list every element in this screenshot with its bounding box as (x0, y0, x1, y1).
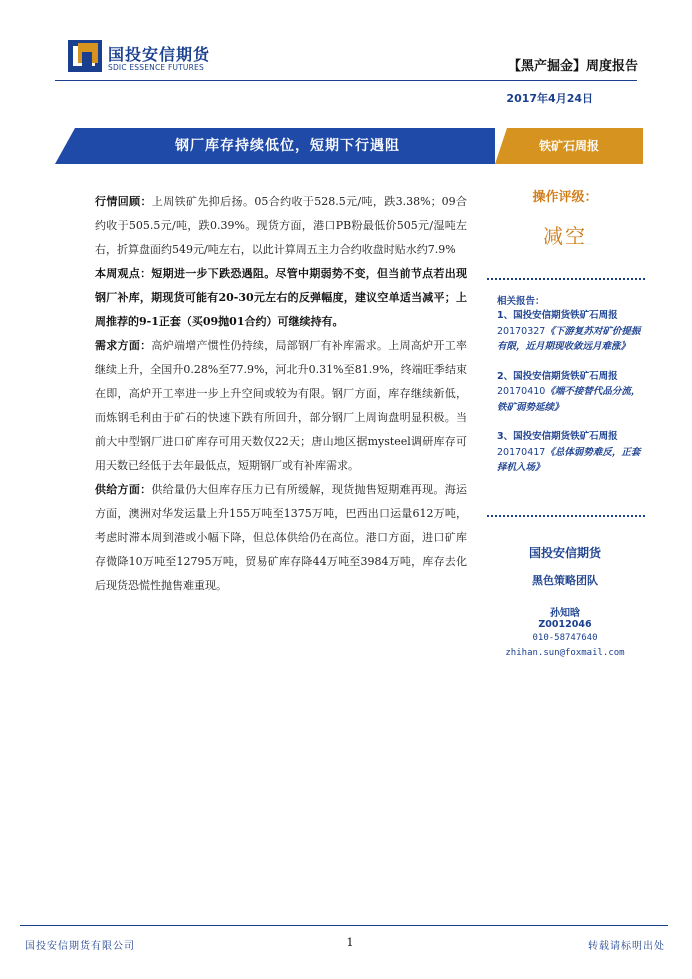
rating-value: 减空 (543, 224, 587, 248)
analyst-name: 孙知晗 (550, 608, 580, 619)
report-date: 2017年4月24日 (506, 92, 593, 105)
analyst-phone: 010-58747640 (532, 633, 598, 643)
analyst-id: Z0012046 (538, 619, 592, 630)
logo-text-cn: 国投安信期货 (108, 45, 211, 64)
related-report-item[interactable]: 3、国投安信期货铁矿石周报 20170417《总体弱势难反，正套择机入场》 (497, 431, 641, 473)
report-type: 【黑产掘金】周度报告 (507, 59, 638, 74)
company-logo-icon (68, 40, 102, 72)
related-reports-list (497, 308, 647, 490)
team-name: 黑色策略团队 (532, 574, 598, 587)
report-title: 钢厂库存持续低位，短期下行遇阻 (175, 138, 400, 154)
demand-section: 需求方面：高炉端增产惯性仍持续，局部钢厂有补库需求。上周高炉开工率继续上升，全国升0.28%至77.9%，河北升0.31%至81.9%，终端旺季结束在即，高炉开工率进一步上升空间或较为有限。钢厂方面，库存继续新低，而炼钢毛利由于矿石的快速下跌有所回升，部分钢厂上周询盘明显积极。当前大中型钢厂进口矿库存可用天数仅22天；唐山地区据mysteel调研库存可用天数已经低于去年最低点，短期钢厂或有补库需求。 (95, 339, 467, 472)
supply-section: 供给方面：供给量仍大但库存压力已有所缓解，现货抛售短期难再现。海运方面，澳洲对华发运量上升155万吨至1375万吨，巴西出口运量612万吨，考虑时滞本周到港或小幅下降，但总体供给仍在高位。港口方面，进口矿库存微降10万吨至12795万吨，贸易矿库存降44万吨至3984万吨，库存去化后现货恐慌性抛售难重现。 (95, 483, 467, 592)
related-report-item[interactable]: 1、国投安信期货铁矿石周报 20170327《下游复苏对矿价提振有限，近月期现收敛远月难涨》 (497, 310, 641, 352)
related-report-item[interactable]: 2、国投安信期货铁矿石周报 20170410《端不接替代品分流，铁矿弱势延续》 (497, 370, 641, 413)
market-review: 行情回顾：上周铁矿先抑后扬。05合约收于528.5元/吨，跌3.38%；09合约收于505.5元/吨，跌0.39%。现货方面，港口PB粉最低价505元/湿吨左右，折算盘面约549元/吨左右，以此计算周五主力合约收盘时贴水约7.9% (95, 195, 468, 256)
footer-note: 转载请标明出处 (588, 941, 665, 952)
rating-label: 操作评级： (532, 190, 598, 205)
footer-divider (20, 925, 668, 926)
logo-text-en: SDIC ESSENCE FUTURES (108, 63, 204, 72)
weekly-view: 本周观点：短期进一步下跌恐遇阻。尽管中期弱势不变，但当前节点若出现钢厂补库，期现货可能有20-30元左右的反弹幅度，建议空单适当减平；上周推荐的9-1正套（买09抛01合约）可继续持有。 (95, 267, 467, 328)
company-name: 国投安信期货 (528, 546, 601, 560)
main-content (95, 190, 467, 598)
sidebar-divider (487, 515, 645, 517)
page-number: 1 (346, 936, 354, 949)
analyst-email[interactable]: zhihan.sun@foxmail.com (505, 648, 625, 658)
footer-company: 国投安信期货有限公司 (25, 941, 135, 952)
sidebar-divider (487, 278, 645, 280)
report-category: 铁矿石周报 (538, 139, 599, 153)
header-divider (55, 80, 637, 81)
related-reports-title: 相关报告： (497, 296, 545, 307)
